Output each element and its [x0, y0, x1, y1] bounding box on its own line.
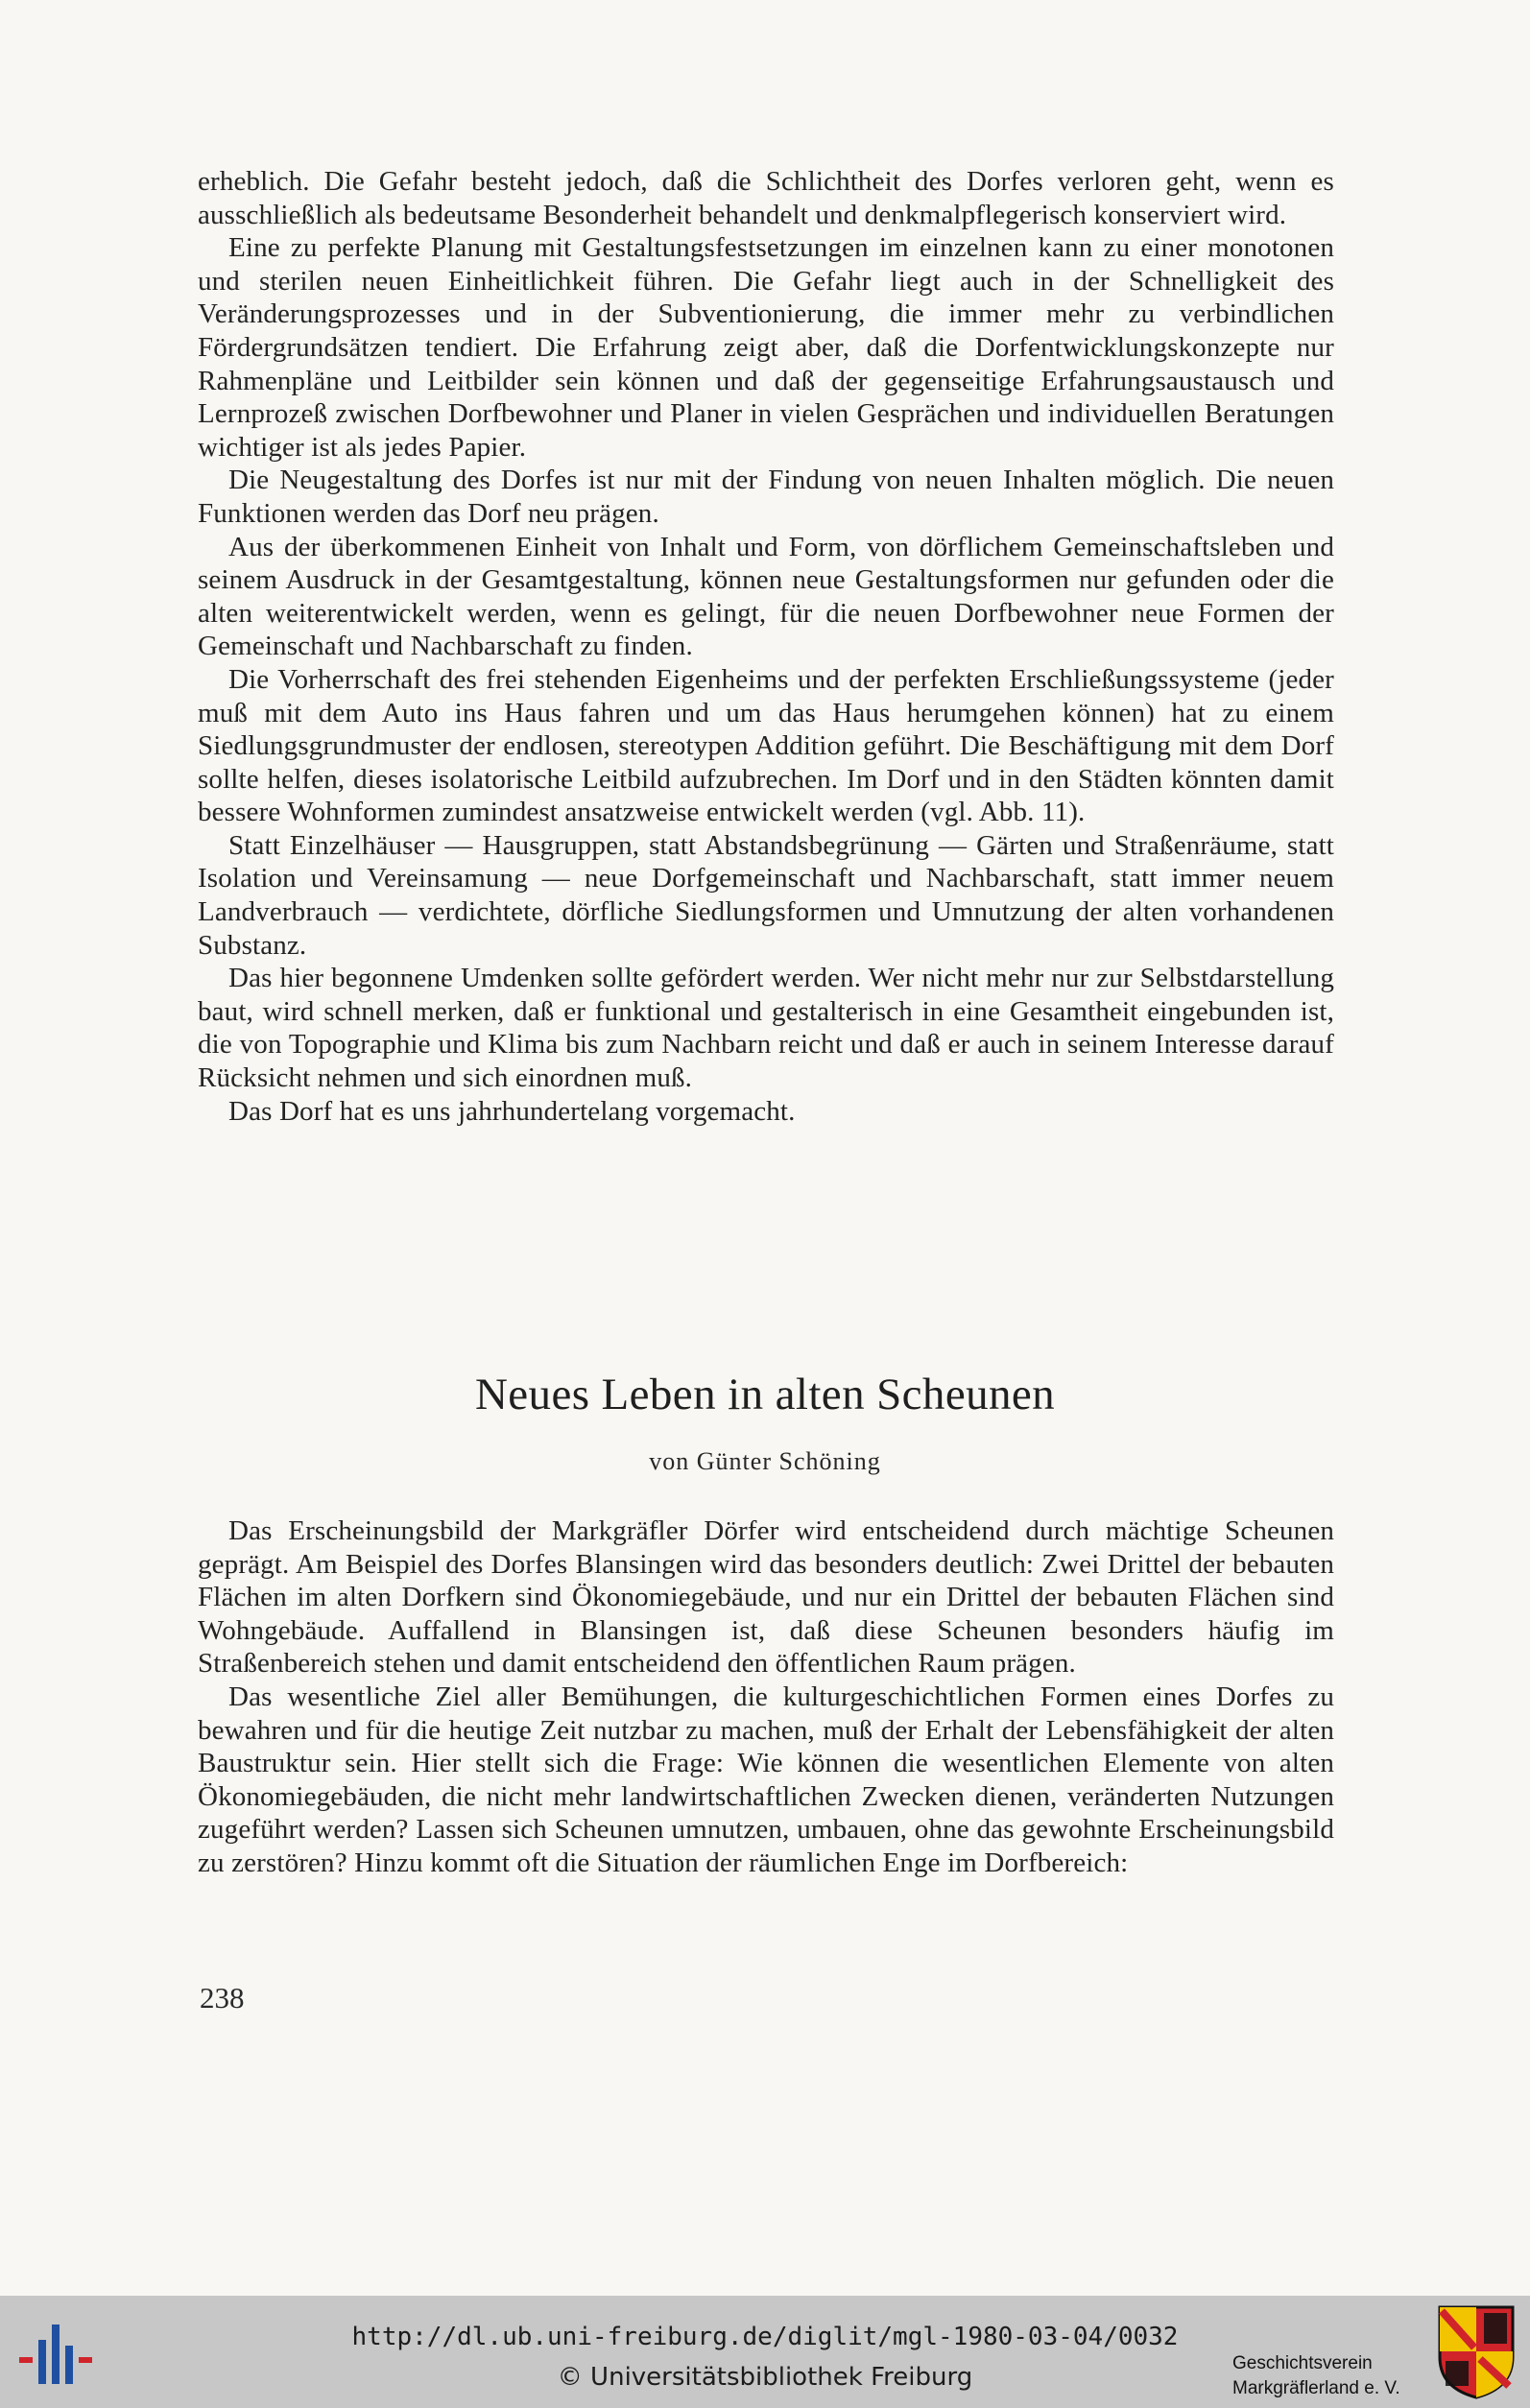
footer-bar — [0, 2296, 1530, 2408]
paragraph: Eine zu perfekte Planung mit Gestaltungsfestsetzungen im einzelnen kann zu einer monotonen und sterilen neuen Einheitlichkeit führen. Die Gefahr liegt auch in der Schnelligkeit des Veränderungsprozesses und in der Subventionierung, die immer mehr zu verbindlichen Fördergrundsätzen tendiert. Die Erfahrung zeigt aber, daß die Dorfentwicklungskonzepte nur Rahmenpläne und Leitbilder sein können und daß der gegenseitige Erfahrungsaustausch und Lernprozeß zwischen Dorfbewohner und Planer in vielen Gesprächen und individuellen Beratungen wichtiger ist als jedes Papier. — [198, 232, 1334, 463]
paragraph: Das Dorf hat es uns jahrhundertelang vorgemacht. — [228, 1095, 796, 1127]
page-number: 238 — [200, 1981, 245, 2015]
paragraph: erheblich. Die Gefahr besteht jedoch, daß die Schlichtheit des Dorfes verloren geht, wenn es ausschließlich als bedeutsame Besonderheit behandelt und denkmalpflegerisch konserviert wird. — [198, 166, 1334, 230]
paragraph: Das Erscheinungsbild der Markgräfler Dörfer wird entscheidend durch mächtige Scheunen geprägt. Am Beispiel des Dorfes Blansingen wird das besonders deutlich: Zwei Drittel der bebauten Flächen im alten Dorfkern sind Ökonomiegebäude, und nur ein Drittel der bebauten Flächen sind Wohngebäude. Auffallend in Blansingen ist, daß diese Scheunen besonders häufig im Straßenbereich stehen und damit entscheidend den öffentlichen Raum prägen. — [198, 1515, 1334, 1680]
paragraph: Die Neugestaltung des Dorfes ist nur mit der Findung von neuen Inhalten möglich. Die neuen Funktionen werden das Dorf neu prägen. — [198, 465, 1334, 529]
society-name-line2: Markgräflerland e. V. — [1232, 2378, 1400, 2398]
society-name — [1232, 2351, 1400, 2401]
paragraph: Statt Einzelhäuser — Hausgruppen, statt Abstandsbegrünung — Gärten und Straßenräume, statt Isolation und Vereinsamung — neue Dorfgemeinschaft und Nachbarschaft, statt immer neuem Landverbrauch — verdichtete, dörfliche Siedlungsformen und Umnutzung der alten vorhandenen Substanz. — [198, 829, 1334, 961]
paragraph: Das hier begonnene Umdenken sollte gefördert werden. Wer nicht mehr nur zur Selbstdarstellung baut, wird schnell merken, daß er funktional und gestalterisch in eine Gesamtheit eingebunden ist, die von Topographie und Klima bis zum Nachbarn reicht und daß er auch in seinem Interesse darauf Rücksicht nehmen und sich einordnen muß. — [198, 963, 1334, 1094]
article-title: Neues Leben in alten Scheunen — [474, 1370, 1056, 1419]
paragraph: Die Vorherrschaft des frei stehenden Eigenheims und der perfekten Erschließungssysteme (jeder muß mit dem Auto ins Haus fahren und um das Haus herumgehen können) hat zu einem Siedlungsgrundmuster der endlosen, stereotypen Addition geführt. Die Beschäftigung mit dem Dorf sollte helfen, dieses isolatorische Leitbild aufzubrechen. Im Dorf und in den Städten könnten damit bessere Wohnformen zumindest ansatzweise entwickelt werden (vgl. Abb. 11). — [198, 663, 1334, 828]
copyright-notice: © Universitätsbibliothek Freiburg — [557, 2363, 973, 2392]
article-byline: von Günter Schöning — [649, 1447, 881, 1475]
society-name-line1: Geschichtsverein — [1232, 2353, 1373, 2373]
coat-of-arms-icon — [1436, 2303, 1517, 2399]
document-url-link[interactable]: http://dl.ub.uni-freiburg.de/diglit/mgl-1980-03-04/0032 — [351, 2323, 1179, 2351]
paragraph: Aus der überkommenen Einheit von Inhalt und Form, von dörflichem Gemeinschaftsleben und seinem Ausdruck in der Gesamtgestaltung, können neue Gestaltungsformen nur gefunden oder die alten weiterentwickelt werden, wenn es gelingt, für die neuen Dorfbewohner neue Formen der Gemeinschaft und Nachbarschaft zu finden. — [198, 531, 1334, 662]
body-text-bottom — [198, 1514, 1334, 1880]
body-text-top — [198, 165, 1334, 1128]
paragraph: Das wesentliche Ziel aller Bemühungen, die kulturgeschichtlichen Formen eines Dorfes zu bewahren und für die heutige Zeit nutzbar zu machen, muß der Erhalt der Lebensfähigkeit der alten Baustruktur sein. Hier stellt sich die Frage: Wie können die wesentlichen Elemente von alten Ökonomiegebäuden, die nicht mehr landwirtschaftlichen Zwecken dienen, veränderten Nutzungen zugeführt werden? Lassen sich Scheunen umnutzen, umbauen, ohne das gewohnte Erscheinungsbild zu zerstören? Hinzu kommt oft die Situation der räumlichen Enge im Dorfbereich: — [198, 1681, 1334, 1878]
